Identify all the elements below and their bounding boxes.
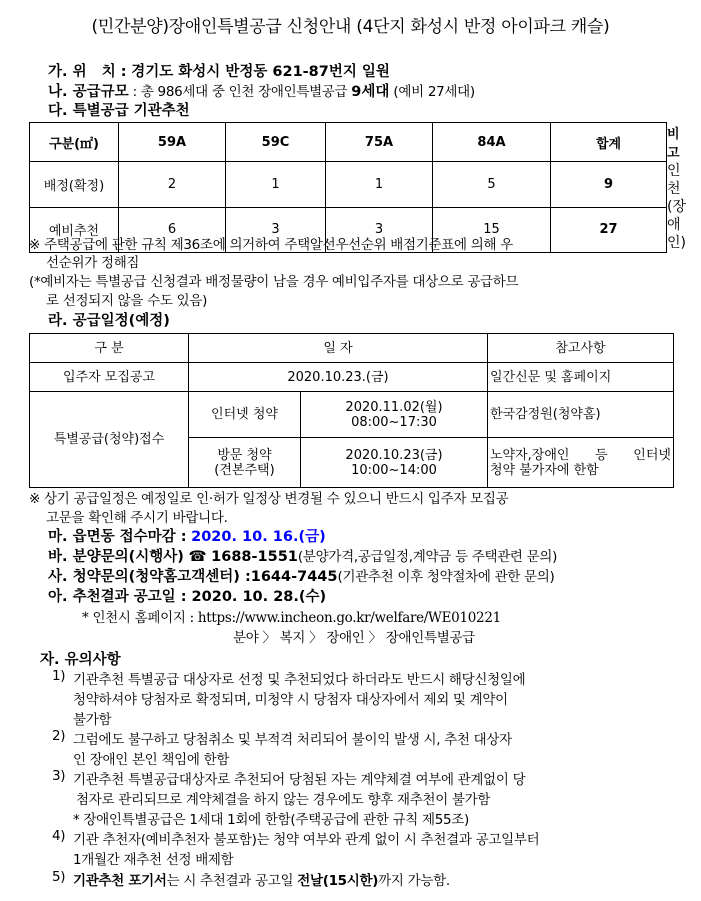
caution-number: 5): [52, 869, 66, 885]
sales-phone: 1688-1551: [211, 549, 298, 565]
section-deadline: [48, 525, 326, 546]
header-cell: 75A: [326, 123, 433, 162]
table-row: [30, 392, 674, 438]
method-line: (견본주택): [214, 462, 275, 478]
caution-line: 기관추천 특별공급대상자로 추천되어 당첨된 자는 계약체결 여부에 관계없이 당: [73, 772, 526, 788]
caution-number: 3): [52, 768, 66, 784]
caution-bold: 전날(15시한): [297, 873, 379, 889]
caution-number: 4): [52, 828, 66, 844]
reference-text: 노약자,장애인: [490, 447, 570, 463]
section-supply-scale: [48, 80, 475, 101]
date-line: 2020.11.02(월): [345, 399, 443, 415]
table-header-row: [30, 334, 674, 363]
date-line: 2020.10.23(금): [345, 447, 443, 463]
sales-inquiry-desc: (분양가격,공급일정,계약금 등 주택관련 문의): [297, 549, 558, 565]
cell: 3: [326, 207, 433, 253]
time-line: 10:00~14:00: [351, 462, 437, 478]
table-header-row: 구분(㎡) 59A 59C 75A 84A 합계 비고: [30, 123, 667, 162]
homepage-path: 분야 〉 복지 〉 장애인 〉 장애인특별공급: [233, 630, 475, 646]
cell: 2: [119, 162, 226, 208]
header-cell: 구 분: [30, 334, 189, 363]
caution-text: 까지 가능함.: [378, 873, 450, 889]
method-line: 방문 청약: [217, 447, 272, 463]
caution-line: 인 장애인 본인 책임에 한함: [73, 752, 230, 768]
cell: 1: [226, 162, 326, 208]
time-line: 08:00~17:30: [351, 414, 437, 430]
note-line: 선순위가 정해짐: [46, 255, 140, 271]
note-line: (*예비자는 특별공급 신청결과 배정물량이 남을 경우 예비입주자를 대상으로 공급하므: [29, 274, 519, 290]
note-line: ※ 주택공급에 관한 규칙 제36조에 의거하여 주택알선우선순위 배점기준표에 의해 우: [29, 237, 513, 253]
header-cell: 구분(㎡): [30, 123, 119, 162]
caution-line: 불가함: [73, 712, 112, 728]
application-inquiry-desc: (기관추천 이후 청약절차에 관한 문의): [337, 569, 555, 585]
caution-line: 그럼에도 불구하고 당첨취소 및 부적격 처리되어 불이익 발생 시, 추천 대상자: [73, 732, 512, 748]
method-cell: [189, 438, 301, 488]
header-cell: 일 자: [189, 334, 488, 363]
cell: 3: [226, 207, 326, 253]
cell: 1: [326, 162, 433, 208]
reference-cell: 한국감정원(청약홈): [488, 392, 674, 438]
date-cell: [301, 392, 488, 438]
supply-scale-suffix: (예비 27세대): [389, 84, 475, 100]
table-row: 배정(확정) 2 1 1 5 9 인천 (장애인): [30, 162, 667, 208]
header-cell: 59C: [226, 123, 326, 162]
row-label: 특별공급(청약)접수: [30, 392, 189, 488]
section-sales-inquiry: [48, 545, 557, 566]
homepage-link[interactable]: * 인천시 홈페이지 : https://www.incheon.go.kr/welfare/WE010221: [82, 610, 501, 626]
cell: 15: [433, 207, 551, 253]
method-cell: 인터넷 청약: [189, 392, 301, 438]
table-row: [30, 363, 674, 392]
section-institution-recommendation: 다. 특별공급 기관추천: [48, 103, 190, 119]
sales-inquiry-label: 바. 분양문의(시행사): [48, 549, 184, 565]
deadline-value: 2020. 10. 16.(금): [191, 529, 326, 545]
application-inquiry-label: 사. 청약문의(청약홈고객센터) :: [48, 569, 251, 585]
caution-bold: 기관추천 포기서: [73, 873, 167, 889]
header-cell: 59A: [119, 123, 226, 162]
reference-line: 청약 불가자에 한함: [490, 462, 599, 478]
reference-text: 등: [595, 447, 608, 463]
location-label: 가. 위 치 :: [48, 64, 127, 80]
reference-cell: 일간신문 및 홈페이지: [488, 363, 674, 392]
caution-number: 1): [52, 668, 66, 684]
caution-number: 2): [52, 728, 66, 744]
total-cell: 9: [551, 162, 667, 208]
caution-line: [73, 869, 450, 889]
application-phone: 1644-7445: [250, 569, 338, 585]
note-line: 로 선정되지 않을 수도 있음): [46, 293, 208, 309]
row-label: 예비추천: [30, 207, 119, 253]
section-application-inquiry: [48, 565, 555, 586]
supply-scale-label: 나. 공급규모: [48, 84, 129, 100]
schedule-table: [29, 333, 674, 488]
caution-line: * 장애인특별공급은 1세대 1회에 한함(주택공급에 관한 규칙 제55조): [73, 812, 470, 828]
section-result-date: 아. 추천결과 공고일 : 2020. 10. 28.(수): [48, 589, 327, 605]
location-value: 경기도 화성시 반정동 621-87번지 일원: [131, 64, 390, 80]
reference-text: 인터넷: [633, 447, 671, 463]
phone-icon: ☎: [188, 549, 207, 565]
cell: 5: [433, 162, 551, 208]
row-label: 입주자 모집공고: [30, 363, 189, 392]
cell: 6: [119, 207, 226, 253]
total-cell: 27: [551, 207, 667, 253]
reference-line: [490, 448, 673, 463]
date-cell: [301, 438, 488, 488]
note-line: ※ 상기 공급일정은 예정일로 인·허가 일정상 변경될 수 있으니 반드시 입주자 모집공: [29, 491, 509, 507]
caution-line: 기관추천 특별공급 대상자로 선정 및 추천되었다 하더라도 반드시 해당신청일에: [73, 672, 526, 688]
header-cell: 합계: [551, 123, 667, 162]
header-cell: 참고사항: [488, 334, 674, 363]
row-label: 배정(확정): [30, 162, 119, 208]
caution-text: 는 시 추천결과 공고일: [166, 873, 298, 889]
section-cautions: 자. 유의사항: [40, 652, 121, 668]
date-cell: 2020.10.23.(금): [189, 363, 488, 392]
supply-scale-bold: 9세대: [351, 84, 390, 100]
header-cell: 84A: [433, 123, 551, 162]
caution-line: 첨자로 관리되므로 계약체결을 하지 않는 경우에도 향후 재추천이 불가함: [76, 792, 491, 808]
caution-line: 청약하셔야 당첨자로 확정되며, 미청약 시 당첨자 대상자에서 제외 및 계약이: [73, 692, 508, 708]
deadline-label: 마. 읍면동 접수마감 :: [48, 529, 187, 545]
reference-cell: [488, 438, 674, 488]
caution-line: 기관 추천자(예비추천자 불포함)는 청약 여부와 관계 없이 시 추천결과 공고일부터: [73, 832, 540, 848]
caution-line: 1개월간 재추천 선정 배제함: [73, 852, 234, 868]
supply-scale-prefix: : 총 986세대 중 인천 장애인특별공급: [128, 84, 352, 100]
page-title: (민간분양)장애인특별공급 신청안내 (4단지 화성시 반정 아이파크 캐슬): [91, 17, 610, 37]
section-schedule: 라. 공급일정(예정): [48, 313, 170, 329]
note-line: 고문을 확인해 주시기 바랍니다.: [46, 510, 228, 526]
section-location: [48, 60, 390, 81]
